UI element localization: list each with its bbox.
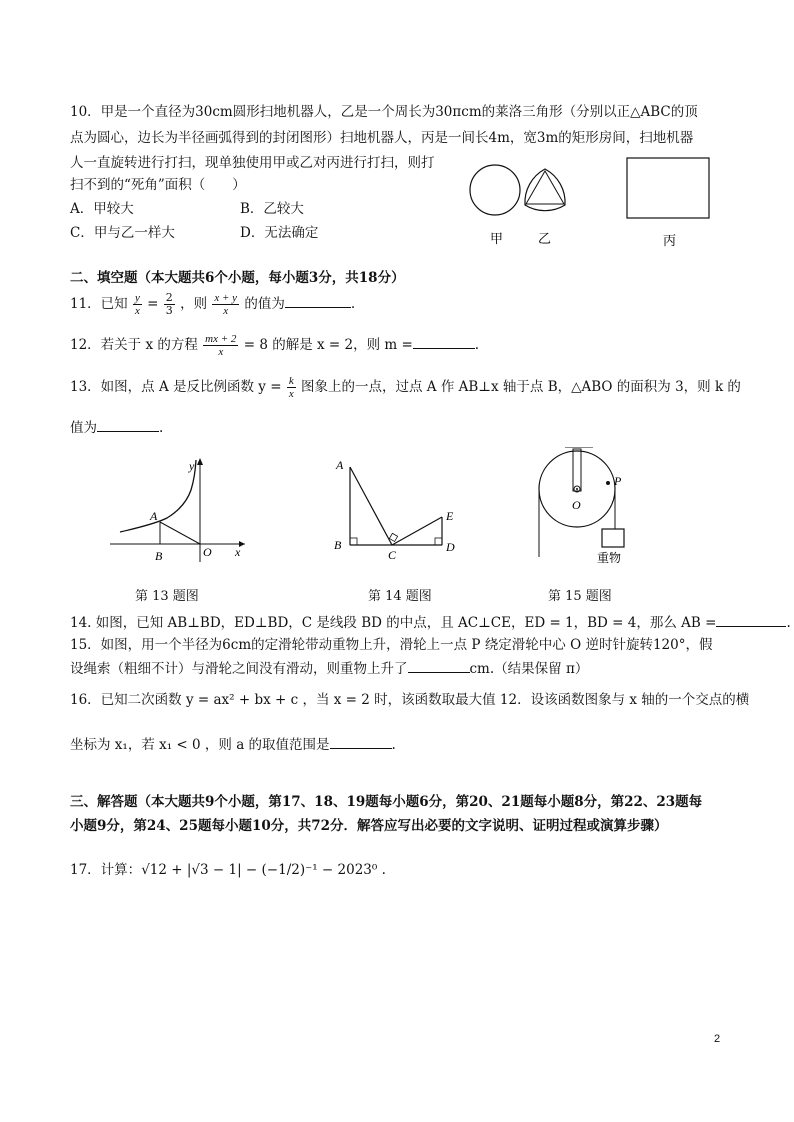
q12: 12．若关于 x 的方程 $\frac{mx + 2}{x}$ = 8 的解是 x = 2，则 m = .: [70, 333, 480, 358]
label-bing: 丙: [663, 233, 677, 248]
q11-post: 的值为: [244, 296, 285, 312]
point-P: [606, 481, 610, 485]
q16-line2: 坐标为 x₁，若 x₁ < 0 ，则 a 的取值范围是 .: [70, 737, 396, 753]
q10-option-b: B．乙较大: [240, 201, 304, 217]
weight-box: [602, 529, 624, 547]
label-E: E: [446, 509, 454, 523]
circle-robot-shape: [470, 165, 520, 215]
q11: 11．已知 $\frac{y}{x}$ = $\frac{2}{3}$ ，则 $\frac{x + y}{x}$ 的值为 .: [70, 291, 356, 317]
caption-15: 第 15 题图: [548, 589, 612, 604]
q10-option-a: A．甲较大: [70, 201, 134, 217]
label-jia: 甲: [490, 231, 504, 246]
q16-line1: 16．已知二次函数 y = ax² + bx + c ，当 x = 2 时，该函数取最大值 12．设该函数图象与 x 轴的一个交点的横: [70, 692, 750, 708]
q13: [70, 375, 741, 400]
label-B: B: [155, 549, 163, 563]
label-B: B: [334, 538, 342, 552]
q13-pre: 13．如图，点 A 是反比例函数 y =: [70, 379, 282, 395]
q10-line2: 点为圆心，边长为半径画弧得到的封闭图形）扫地机器人，丙是一间长4m，宽3m的矩形房间，扫地机器: [70, 130, 694, 146]
q15-answer-blank[interactable]: [408, 672, 470, 673]
q10-option-c: C．甲与乙一样大: [70, 225, 175, 241]
q11-frac2: $\frac{2}{3}$: [165, 291, 173, 317]
figure-15: [525, 447, 645, 572]
label-O: O: [203, 545, 212, 559]
q14-answer-blank[interactable]: [716, 626, 786, 627]
q13-frac: $\frac{k}{x}$: [288, 375, 294, 400]
q10-line1: 10．甲是一个直径为30cm圆形扫地机器人，乙是一个周长为30πcm的莱洛三角形（分别以正△ABC的顶: [70, 104, 698, 120]
q10-line3: 人一直旋转进行打扫，现单独使用甲或乙对丙进行打扫，则打: [70, 155, 435, 171]
q10-option-d: D．无法确定: [240, 225, 319, 241]
inner-triangle: [526, 171, 564, 204]
label-x: x: [235, 545, 241, 559]
q11-pre: 11．已知: [70, 296, 128, 312]
q11-answer-blank[interactable]: [285, 307, 351, 308]
label-yi: 乙: [538, 231, 552, 246]
label-A: A: [150, 509, 158, 523]
room-rectangle: [627, 158, 709, 218]
caption-14: 第 14 题图: [368, 589, 432, 604]
q13-answer-blank[interactable]: [97, 431, 159, 432]
label-D: D: [446, 540, 455, 554]
q15-line1: 15．如图，用一个半径为6cm的定滑轮带动重物上升，滑轮上一点 P 绕定滑轮中心 O 逆时针旋转120°，假: [70, 637, 713, 653]
q13-post: 图象上的一点，过点 A 作 AB⊥x 轴于点 B，△ABO 的面积为 3，则 k 的: [301, 379, 741, 395]
section3-heading-line2: 小题9分，第24、25题每小题10分，共72分．解答应写出必要的文字说明、证明过程或演算步骤）: [70, 818, 668, 834]
section2-heading: 二、填空题（本大题共6个小题，每小题3分，共18分）: [70, 270, 405, 286]
caption-13: 第 13 题图: [135, 589, 199, 604]
q10-figures: [465, 155, 725, 255]
q17-expression: √12 + |√3 − 1| − (−1/2)⁻¹ − 2023⁰ .: [141, 862, 386, 878]
q14: 14. 如图，已知 AB⊥BD，ED⊥BD，C 是线段 BD 的中点，且 AC⊥CE，ED = 1，BD = 4，那么 AB = .: [70, 615, 791, 631]
q12-answer-blank[interactable]: [413, 348, 475, 349]
q16-answer-blank[interactable]: [330, 748, 392, 749]
label-C: C: [388, 548, 397, 562]
q11-mid: ，则: [180, 296, 208, 312]
q12-mid: = 8 的解是 x = 2，则 m =: [243, 337, 413, 353]
q17-pre: 17．计算：: [70, 862, 142, 878]
label-weight: 重物: [597, 551, 622, 565]
label-O: O: [572, 498, 581, 512]
section3-heading-line1: 三、解答题（本大题共9个小题，第17、18、19题每小题6分，第20、21题每小题8分，第22、23题每: [70, 794, 703, 810]
figure-13: [105, 452, 255, 567]
figure-14: [330, 452, 470, 562]
q12-frac: $\frac{mx + 2}{x}$: [205, 333, 237, 358]
q12-pre: 12．若关于 x 的方程: [70, 337, 198, 353]
label-A: A: [336, 458, 344, 472]
page-number: 2: [714, 1033, 721, 1045]
label-y: y: [189, 459, 195, 473]
q11-eq: =: [147, 296, 159, 312]
q13-line2: 值为 .: [70, 420, 164, 436]
q11-frac3: $\frac{x + y}{x}$: [214, 292, 238, 317]
hyperbola-curve: [120, 460, 196, 532]
q11-frac1: $\frac{y}{x}$: [134, 292, 140, 317]
q10-line4: 扫不到的“死角”面积（ ）: [70, 177, 246, 193]
q17: [70, 858, 386, 878]
q15-line2: 设绳索（粗细不计）与滑轮之间没有滑动，则重物上升了 cm.（结果保留 π）: [70, 661, 589, 677]
label-P: P: [614, 474, 622, 488]
